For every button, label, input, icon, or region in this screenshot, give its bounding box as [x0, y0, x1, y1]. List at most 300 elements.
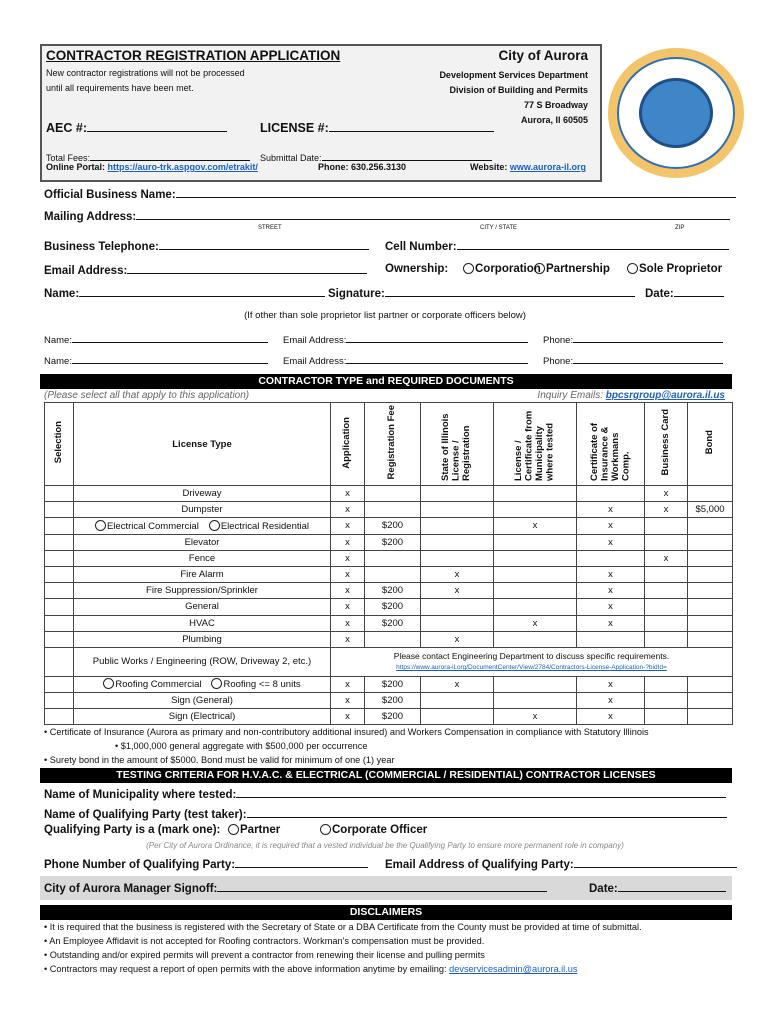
- license-type-cell: [74, 550, 331, 566]
- requirement-cell: [577, 693, 645, 709]
- column-header: [45, 403, 74, 486]
- date-field[interactable]: [645, 286, 724, 300]
- requirement-value: x: [663, 488, 669, 500]
- requirement-cell: [688, 709, 733, 725]
- requirement-cell: [494, 631, 577, 647]
- requirement-cell: [645, 676, 688, 692]
- requirement-cell: [577, 599, 645, 615]
- license-type-label: Public Works / Engineering (ROW, Driveway 2, etc.): [92, 656, 312, 668]
- table-row: [45, 583, 733, 599]
- radio-label: Roofing Commercial: [115, 679, 202, 691]
- column-header-label: Certificate of Insurance & Workmans Comp.: [588, 422, 631, 481]
- requirement-cell: [331, 486, 365, 502]
- officer-email-field[interactable]: [283, 353, 528, 367]
- label: City of Aurora Manager Signoff:: [44, 883, 218, 895]
- requirement-value: x: [345, 504, 350, 516]
- selection-cell[interactable]: [45, 583, 74, 599]
- requirement-cell: [645, 583, 688, 599]
- dept: Development Services Department: [439, 70, 588, 80]
- requirement-value: x: [608, 695, 613, 707]
- requirement-cell: [365, 550, 421, 566]
- license-type-cell: [74, 631, 331, 647]
- engineering-note: Please contact Engineering Department to discuss specific requirements.: [393, 650, 670, 661]
- column-header-label: Registration Fee: [386, 405, 398, 480]
- label: Phone:: [543, 356, 574, 367]
- label: Email Address:: [283, 335, 347, 346]
- requirement-cell: [688, 566, 733, 582]
- license-type-label: Plumbing: [182, 633, 222, 645]
- license-type-label: General: [185, 601, 219, 613]
- requirement-cell: [421, 534, 494, 550]
- license-type-cell: [74, 486, 331, 502]
- website-link[interactable]: www.aurora-il.org: [509, 162, 587, 172]
- city-name: City of Aurora: [498, 48, 588, 63]
- selection-cell[interactable]: [45, 502, 74, 518]
- disclaimer-text: Contractors may request a report of open permits with the above information anytime by emailing:: [49, 964, 447, 974]
- column-header: [688, 403, 733, 486]
- label: Name:: [44, 356, 72, 367]
- requirement-cell: [577, 615, 645, 631]
- requirement-cell: [645, 709, 688, 725]
- municipality-field[interactable]: [44, 787, 726, 801]
- city-seal-logo: [608, 48, 744, 178]
- requirement-cell: [494, 599, 577, 615]
- label: Name of Qualifying Party (test taker):: [44, 809, 247, 821]
- selection-cell[interactable]: [45, 676, 74, 692]
- telephone-field[interactable]: [44, 239, 369, 253]
- bullet-text: $1,000,000 general aggregate with $500,000 per occurrence: [120, 741, 368, 751]
- note: New contractor registrations will not be processed: [46, 68, 245, 78]
- selection-cell[interactable]: [45, 599, 74, 615]
- inquiry-email-link[interactable]: bpcsrgroup@aurora.il.us: [605, 390, 725, 401]
- requirement-cell: [365, 486, 421, 502]
- requirement-cell: [365, 693, 421, 709]
- requirement-cell: [577, 631, 645, 647]
- license-type-cell: [74, 583, 331, 599]
- select-note: (Please select all that apply to this application): [44, 390, 250, 401]
- label: Mailing Address:: [44, 211, 137, 223]
- requirement-value: x: [454, 569, 460, 581]
- form-title: CONTRACTOR REGISTRATION APPLICATION: [46, 48, 341, 63]
- requirement-value: x: [532, 711, 538, 723]
- requirement-value: x: [608, 678, 613, 690]
- requirement-cell: [688, 486, 733, 502]
- license-type-radio[interactable]: [95, 521, 199, 532]
- label: Name:: [44, 335, 72, 346]
- disclaimer-text: It is required that the business is registered with the Secretary of State or a DBA Certificate from the County must be provided at time of submittal.: [49, 922, 642, 932]
- requirement-cell: [688, 615, 733, 631]
- note: until all requirements have been met.: [46, 83, 194, 93]
- officer-email-field[interactable]: [283, 332, 528, 346]
- table-row: [45, 676, 733, 692]
- label: Email Address of Qualifying Party:: [385, 859, 574, 871]
- qualifying-party-field[interactable]: [44, 807, 727, 821]
- license-type-label: Elevator: [184, 536, 220, 548]
- requirement-cell: [365, 566, 421, 582]
- street-caption: STREET: [258, 225, 282, 231]
- label: Phone:: [543, 335, 574, 346]
- requirement-value: x: [532, 520, 538, 532]
- disclaimer-text: Outstanding and/or expired permits will prevent a contractor from renewing their license and pulling permits: [49, 950, 485, 960]
- requirement-value: x: [663, 552, 669, 564]
- column-header-label: Business Card: [659, 409, 671, 476]
- label: Phone Number of Qualifying Party:: [44, 859, 236, 871]
- requirement-cell: [331, 534, 365, 550]
- corporate-officer-radio[interactable]: [320, 824, 427, 836]
- contractor-type-bar: CONTRACTOR TYPE and REQUIRED DOCUMENTS: [40, 374, 732, 389]
- requirement-cell: [421, 583, 494, 599]
- partner-radio[interactable]: [228, 824, 280, 836]
- address-block: [439, 68, 588, 128]
- requirement-value: x: [608, 536, 613, 548]
- license-type-label: Fire Suppression/Sprinkler: [146, 585, 258, 597]
- requirement-cell: [365, 631, 421, 647]
- radio-label: Electrical Commercial: [106, 520, 199, 532]
- requirement-cell: [421, 709, 494, 725]
- ownership-sole-proprietor[interactable]: [627, 263, 722, 275]
- requirement-cell: [421, 615, 494, 631]
- qp-email-field[interactable]: [385, 857, 737, 871]
- requirement-cell: [421, 550, 494, 566]
- column-header: [645, 403, 688, 486]
- division: Division of Building and Permits: [449, 85, 588, 95]
- requirement-cell: [365, 599, 421, 615]
- requirement-cell: [365, 583, 421, 599]
- selection-cell[interactable]: [45, 647, 74, 676]
- requirement-cell: [688, 583, 733, 599]
- license-type-cell: [74, 615, 331, 631]
- disclaimer-text: An Employee Affidavit is not accepted for Roofing contractors. Workman's compensation must be provided.: [49, 936, 485, 946]
- license-type-cell: [74, 534, 331, 550]
- license-type-cell: [74, 518, 331, 534]
- requirement-cell: [645, 566, 688, 582]
- requirement-value: x: [454, 633, 460, 645]
- requirement-cell: [645, 502, 688, 518]
- requirement-value: x: [345, 552, 350, 564]
- table-row: [45, 534, 733, 550]
- requirement-value: x: [345, 601, 350, 613]
- column-header-label: License / Certificate from Municipality where tested: [513, 410, 556, 481]
- requirement-cell: [331, 615, 365, 631]
- requirement-cell: [421, 486, 494, 502]
- requirement-value: x: [532, 617, 538, 629]
- label: Name:: [44, 288, 80, 300]
- license-type-cell: [74, 693, 331, 709]
- ownership-partnership[interactable]: [534, 263, 610, 275]
- bullet-text: Certificate of Insurance (Aurora as primary and non-contributory additional insured) and Workers Compensation in compliance with Statutory Illinois: [49, 727, 649, 737]
- requirement-cell: [494, 693, 577, 709]
- requirement-cell: [365, 709, 421, 725]
- license-label: LICENSE #:: [260, 121, 329, 135]
- requirement-value: $200: [381, 711, 404, 723]
- requirement-cell: [688, 631, 733, 647]
- column-header: [577, 403, 645, 486]
- requirement-cell: [645, 550, 688, 566]
- license-type-label: Fire Alarm: [180, 569, 224, 581]
- requirement-value: x: [345, 520, 350, 532]
- requirement-cell: [331, 583, 365, 599]
- table-row: [45, 631, 733, 647]
- aec-label: AEC #:: [46, 121, 87, 135]
- officers-note: (If other than sole proprietor list partner or corporate officers below): [244, 310, 526, 321]
- label: Sole Proprietor: [639, 263, 723, 275]
- radio-label: Roofing <= 8 units: [223, 679, 301, 691]
- manager-signoff-field[interactable]: [44, 881, 547, 895]
- column-header: [365, 403, 421, 486]
- official-name-field[interactable]: [44, 187, 736, 201]
- column-header-label: State of Illinois License / Registration: [440, 412, 473, 481]
- table-row: [45, 709, 733, 725]
- officer-phone-field[interactable]: [543, 353, 723, 367]
- column-header: [494, 403, 577, 486]
- requirement-cell: [494, 486, 577, 502]
- requirement-cell: [577, 676, 645, 692]
- license-type-radio[interactable]: [209, 521, 309, 532]
- requirement-value: x: [454, 678, 460, 690]
- label: Partnership: [546, 263, 610, 275]
- requirement-value: x: [608, 711, 613, 723]
- label: Corporate Officer: [332, 824, 428, 836]
- selection-cell[interactable]: [45, 566, 74, 582]
- cell-field[interactable]: [385, 239, 729, 253]
- requirement-cell: [365, 676, 421, 692]
- testing-criteria-bar: TESTING CRITERIA FOR H.V.A.C. & ELECTRICAL (COMMERCIAL / RESIDENTIAL) CONTRACTOR LICENSES: [40, 768, 732, 783]
- table-row: [45, 566, 733, 582]
- requirement-cell: [577, 550, 645, 566]
- requirement-cell: [365, 615, 421, 631]
- column-header-label: Selection: [52, 421, 64, 464]
- label: Email Address:: [283, 356, 347, 367]
- license-type-label: Driveway: [182, 488, 222, 500]
- label: Date:: [645, 288, 674, 300]
- table-row: [45, 550, 733, 566]
- requirement-cell: [365, 518, 421, 534]
- license-type-label: Sign (Electrical): [168, 711, 236, 723]
- requirement-cell: [331, 693, 365, 709]
- requirement-cell: [688, 518, 733, 534]
- requirement-cell: [577, 486, 645, 502]
- license-type-cell: [74, 599, 331, 615]
- requirement-cell: [331, 709, 365, 725]
- selection-cell[interactable]: [45, 631, 74, 647]
- requirement-cell: [494, 615, 577, 631]
- signoff-date-field[interactable]: [589, 881, 726, 895]
- ordinance-note: (Per City of Aurora Ordinance, it is required that a vested individual be the Qualifying Party to ensure more permanent role in company): [146, 841, 624, 850]
- license-type-radio[interactable]: [103, 679, 201, 690]
- requirement-value: x: [345, 633, 350, 645]
- requirement-cell: [421, 693, 494, 709]
- requirement-cell: [577, 709, 645, 725]
- requirement-cell: [494, 502, 577, 518]
- ownership-label: Ownership:: [385, 263, 449, 275]
- table-row: [45, 518, 733, 534]
- requirement-cell: [421, 631, 494, 647]
- table-row: [45, 486, 733, 502]
- name-field[interactable]: [44, 286, 325, 300]
- license-type-label: Fence: [188, 552, 216, 564]
- license-type-label: Sign (General): [171, 695, 233, 707]
- requirement-value: x: [345, 617, 350, 629]
- requirement-cell: [577, 518, 645, 534]
- engineering-note-cell: [331, 647, 733, 676]
- label: Business Telephone:: [44, 241, 159, 253]
- requirement-cell: [645, 486, 688, 502]
- officer-phone-field[interactable]: [543, 332, 723, 346]
- license-type-radio[interactable]: [211, 679, 300, 690]
- table-row: [45, 693, 733, 709]
- requirement-cell: [494, 566, 577, 582]
- table-row: [45, 615, 733, 631]
- label: Submittal Date:: [260, 153, 322, 163]
- requirement-cell: [421, 502, 494, 518]
- bullet: • $1,000,000 general aggregate with $500,000 per occurrence: [115, 741, 368, 751]
- requirement-cell: [331, 599, 365, 615]
- city-caption: CITY / STATE: [480, 225, 518, 231]
- requirement-cell: [494, 709, 577, 725]
- requirement-cell: [645, 518, 688, 534]
- requirement-cell: [688, 502, 733, 518]
- aec-field[interactable]: [46, 121, 227, 135]
- requirement-value: x: [345, 569, 350, 581]
- license-type-cell: [74, 709, 331, 725]
- label: Date:: [589, 883, 618, 895]
- requirement-value: $200: [381, 695, 404, 707]
- requirement-value: $200: [381, 585, 404, 597]
- license-table: [44, 402, 733, 725]
- table-row: [45, 502, 733, 518]
- requirement-cell: [645, 693, 688, 709]
- zip-caption: ZIP: [675, 225, 685, 231]
- requirement-cell: [577, 583, 645, 599]
- requirement-cell: [688, 599, 733, 615]
- disclaimer: • An Employee Affidavit is not accepted for Roofing contractors. Workman's compensation must be provided.: [44, 936, 485, 946]
- license-type-cell: [74, 647, 331, 676]
- requirement-cell: [331, 550, 365, 566]
- label: Name of Municipality where tested:: [44, 789, 237, 801]
- city-state: Aurora, Il 60505: [520, 115, 588, 125]
- qp-phone-field[interactable]: [44, 857, 368, 871]
- label: Inquiry Emails:: [537, 390, 603, 401]
- requirement-value: x: [345, 585, 350, 597]
- email-field[interactable]: [44, 263, 367, 277]
- admin-email-link[interactable]: devservicesadmin@aurora.il.us: [449, 964, 578, 974]
- officer-name-field[interactable]: [44, 353, 268, 367]
- requirement-cell: [331, 676, 365, 692]
- license-field[interactable]: [260, 121, 494, 135]
- requirement-cell: [331, 631, 365, 647]
- requirement-value: x: [608, 569, 613, 581]
- table-row: [45, 647, 733, 676]
- license-type-label: HVAC: [189, 617, 215, 629]
- requirement-cell: [577, 566, 645, 582]
- disclaimer: • Contractors may request a report of open permits with the above information anytime by emailing: devservicesadmin@aurora.il.us: [44, 964, 578, 974]
- radio-label: Electrical Residential: [220, 520, 310, 532]
- signature-field[interactable]: [328, 286, 635, 300]
- requirement-value: x: [345, 678, 350, 690]
- requirement-value: x: [608, 520, 613, 532]
- label: Partner: [240, 824, 281, 836]
- column-header: [74, 403, 331, 486]
- label: Cell Number:: [385, 241, 457, 253]
- bullet: • Surety bond in the amount of $5000. Bond must be valid for minimum of one (1) year: [44, 755, 395, 765]
- requirement-cell: [577, 534, 645, 550]
- label: Email Address:: [44, 265, 128, 277]
- requirement-value: x: [345, 536, 350, 548]
- bullet-text: Surety bond in the amount of $5000. Bond must be valid for minimum of one (1) year: [49, 755, 395, 765]
- requirement-cell: [688, 693, 733, 709]
- requirement-cell: [645, 615, 688, 631]
- requirement-cell: [421, 676, 494, 692]
- requirement-value: $200: [381, 601, 404, 613]
- requirement-cell: [421, 518, 494, 534]
- selection-cell[interactable]: [45, 518, 74, 534]
- requirement-cell: [688, 676, 733, 692]
- requirement-cell: [645, 631, 688, 647]
- engineering-link[interactable]: https://www.aurora-il.org/DocumentCenter/View/2784/Contractors-License-Application-?bidId=: [396, 663, 667, 671]
- label: Website:: [470, 162, 508, 172]
- requirement-value: x: [345, 695, 350, 707]
- requirement-cell: [494, 676, 577, 692]
- column-header-label: License Type: [172, 438, 232, 450]
- license-type-cell: [74, 502, 331, 518]
- requirement-cell: [494, 518, 577, 534]
- requirement-cell: [645, 599, 688, 615]
- requirement-cell: [365, 502, 421, 518]
- license-type-cell: [74, 676, 331, 692]
- selection-cell[interactable]: [45, 550, 74, 566]
- requirement-value: $5,000: [695, 504, 725, 516]
- selection-cell[interactable]: [45, 534, 74, 550]
- column-header: [331, 403, 365, 486]
- selection-cell[interactable]: [45, 709, 74, 725]
- requirement-value: x: [608, 617, 613, 629]
- table-row: [45, 599, 733, 615]
- disclaimer: • It is required that the business is registered with the Secretary of State or a DBA Certificate from the County must be provided at time of submittal.: [44, 922, 642, 932]
- requirement-value: x: [608, 504, 613, 516]
- disclaimer: • Outstanding and/or expired permits will prevent a contractor from renewing their license and pulling permits: [44, 950, 485, 960]
- selection-cell[interactable]: [45, 486, 74, 502]
- label: Official Business Name:: [44, 189, 176, 201]
- requirement-value: $200: [381, 536, 404, 548]
- requirement-value: x: [663, 504, 669, 516]
- requirement-cell: [688, 550, 733, 566]
- requirement-cell: [577, 502, 645, 518]
- requirement-cell: [645, 534, 688, 550]
- requirement-cell: [365, 534, 421, 550]
- mark-one-label: Qualifying Party is a (mark one):: [44, 824, 221, 836]
- disclaimers-bar: DISCLAIMERS: [40, 905, 732, 920]
- selection-cell[interactable]: [45, 693, 74, 709]
- requirement-value: $200: [381, 678, 404, 690]
- requirement-value: x: [454, 585, 460, 597]
- requirement-cell: [421, 566, 494, 582]
- officer-name-field[interactable]: [44, 332, 268, 346]
- bullet: • Certificate of Insurance (Aurora as primary and non-contributory additional insured) and Workers Compensation in compliance with Statutory Illinois: [44, 727, 649, 737]
- selection-cell[interactable]: [45, 615, 74, 631]
- requirement-cell: [331, 566, 365, 582]
- label: Signature:: [328, 288, 385, 300]
- requirement-value: x: [608, 601, 613, 613]
- mailing-field[interactable]: [44, 209, 730, 223]
- label: Online Portal:: [46, 162, 106, 172]
- requirement-value: x: [345, 711, 350, 723]
- requirement-cell: [421, 599, 494, 615]
- label: Total Fees:: [46, 153, 91, 163]
- requirement-value: $200: [381, 617, 404, 629]
- ownership-corporation[interactable]: [463, 263, 541, 275]
- portal-link[interactable]: https://auro-trk.aspgov.com/etrakit/: [107, 162, 258, 172]
- column-header-label: Application: [341, 416, 353, 469]
